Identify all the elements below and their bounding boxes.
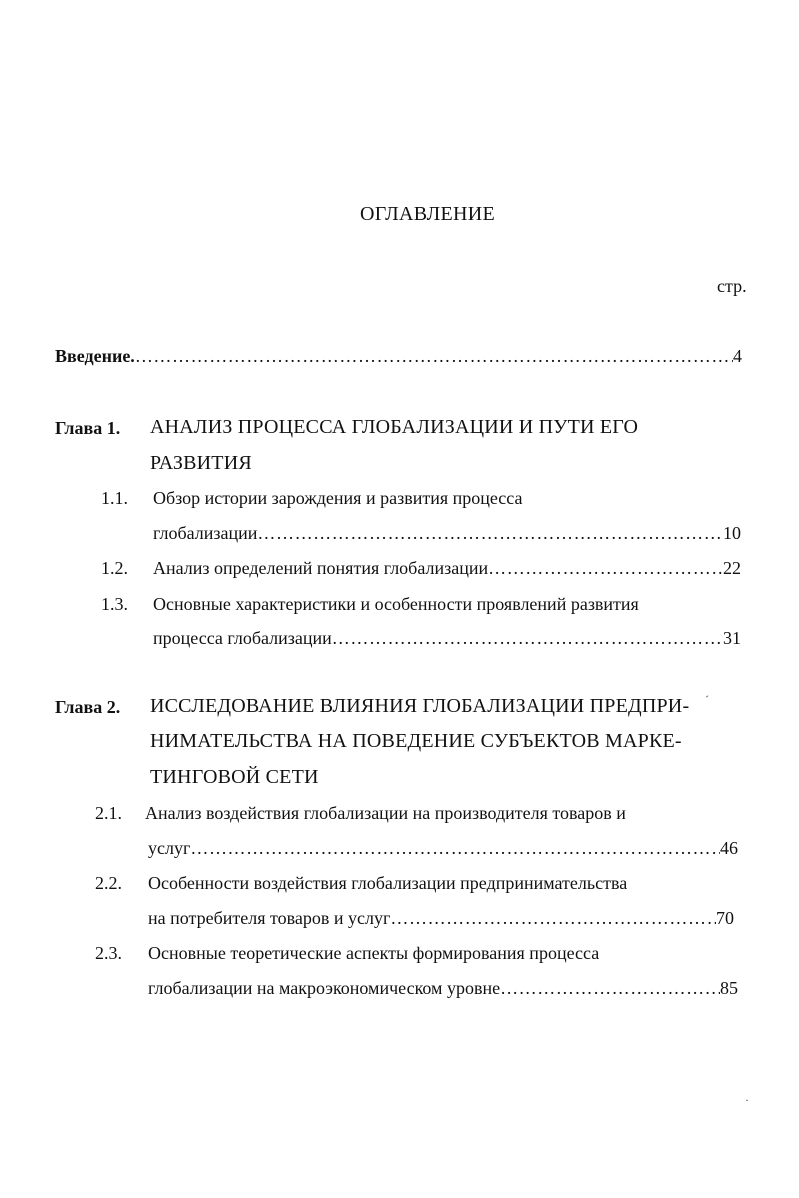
section-2-3-title-cont: глобализации на макроэкономическом уровне (148, 978, 501, 998)
leader-dots (135, 346, 733, 367)
leader-dots (488, 558, 723, 579)
intro-label: Введение. (55, 346, 135, 366)
section-1-2-entry (153, 558, 741, 579)
section-2-2-entry (148, 908, 734, 929)
leader-dots (332, 628, 723, 649)
section-1-3-title-cont: процесса глобализации (153, 628, 332, 648)
section-2-3-number: 2.3. (95, 943, 122, 963)
section-2-2-title-cont: на потребителя товаров и услуг (148, 908, 391, 928)
chapter-1-title-line-2: РАЗВИТИЯ (150, 452, 252, 474)
section-2-1-entry (148, 838, 738, 859)
chapter-2-title-line-3: ТИНГОВОЙ СЕТИ (150, 766, 319, 788)
section-1-3-page: 31 (723, 628, 741, 648)
section-1-3-entry (153, 628, 741, 649)
intro-page: 4 (733, 346, 742, 366)
chapter-2-title-line-2: НИМАТЕЛЬСТВА НА ПОВЕДЕНИЕ СУБЪЕКТОВ МАРКЕ- (150, 730, 682, 752)
section-1-1-title: Обзор истории зарождения и развития процесса (153, 488, 523, 508)
section-1-1-page: 10 (723, 523, 741, 543)
scan-speck: · (745, 1093, 749, 1107)
section-1-1-title-cont: глобализации (153, 523, 258, 543)
section-2-1-page: 46 (720, 838, 738, 858)
toc-entry-intro (55, 346, 742, 367)
chapter-2-title-line-1: ИССЛЕДОВАНИЕ ВЛИЯНИЯ ГЛОБАЛИЗАЦИИ ПРЕДПРИ- (150, 695, 690, 717)
section-2-2-page: 70 (716, 908, 734, 928)
leader-dots (257, 523, 723, 544)
page-title: ОГЛАВЛЕНИЕ (360, 203, 495, 225)
section-2-2-title: Особенности воздействия глобализации предпринимательства (148, 873, 628, 893)
section-1-3-number: 1.3. (101, 594, 128, 614)
section-1-3-title: Основные характеристики и особенности проявлений развития (153, 594, 639, 614)
section-2-3-page: 85 (720, 978, 738, 998)
chapter-1-title-line-1: АНАЛИЗ ПРОЦЕССА ГЛОБАЛИЗАЦИИ И ПУТИ ЕГО (150, 416, 639, 438)
leader-dots (390, 908, 716, 929)
section-2-3-title: Основные теоретические аспекты формирования процесса (148, 943, 600, 963)
section-2-1-number: 2.1. (95, 803, 122, 823)
section-1-2-title: Анализ определений понятия глобализации (153, 558, 489, 578)
leader-dots (190, 838, 720, 859)
section-2-1-title: Анализ воздействия глобализации на производителя товаров и (145, 803, 626, 823)
section-1-2-number: 1.2. (101, 558, 128, 578)
section-2-3-entry (148, 978, 738, 999)
section-1-1-number: 1.1. (101, 488, 128, 508)
scan-speck: ˊ (705, 693, 709, 707)
section-2-2-number: 2.2. (95, 873, 122, 893)
page-column-label: стр. (717, 276, 747, 296)
section-1-2-page: 22 (723, 558, 741, 578)
section-1-1-entry (153, 523, 741, 544)
chapter-2-label: Глава 2. (55, 697, 121, 717)
section-2-1-title-cont: услуг (148, 838, 191, 858)
leader-dots (500, 978, 720, 999)
chapter-1-label: Глава 1. (55, 418, 121, 438)
